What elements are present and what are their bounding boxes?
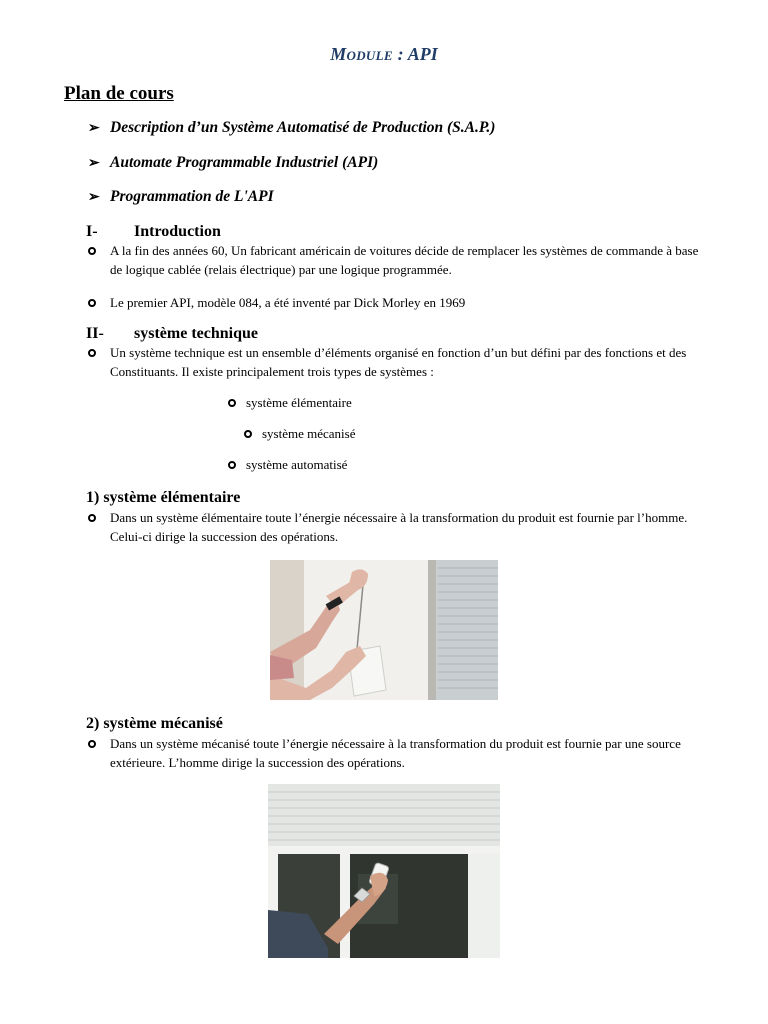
- intro-paragraph: [88, 293, 708, 312]
- motorized-shutter-photo: [268, 784, 500, 958]
- elementaire-paragraph: [88, 508, 708, 546]
- title-small-caps: Module :: [330, 44, 404, 64]
- system-type-item: [244, 426, 356, 442]
- mecanise-paragraph: [88, 734, 708, 772]
- circle-bullet-icon: [228, 461, 236, 469]
- system-type-label: système automatisé: [246, 457, 348, 472]
- outline-item-label: Automate Programmable Industriel (API): [110, 154, 379, 171]
- intro-paragraph: [88, 241, 708, 279]
- paragraph-text: A la fin des années 60, Un fabricant américain de voitures décide de remplacer les systèmes de commande à base de logique cablée (relais électrique) par une logique programmée.: [110, 243, 699, 277]
- paragraph-text: Le premier API, modèle 084, a été inventé par Dick Morley en 1969: [110, 295, 466, 310]
- outline-item: [88, 188, 274, 206]
- circle-bullet-icon: [88, 514, 96, 522]
- circle-bullet-icon: [88, 349, 96, 357]
- system-type-label: système mécanisé: [262, 426, 356, 441]
- subsection-heading-mecanise: 2) système mécanisé: [86, 715, 223, 732]
- circle-bullet-icon: [228, 399, 236, 407]
- subsection-heading-elementaire: 1) système élémentaire: [86, 489, 241, 506]
- section-heading-intro: [86, 223, 221, 241]
- outline-item-label: Programmation de L'API: [110, 188, 274, 205]
- system-type-item: [228, 457, 347, 473]
- paragraph-text: Dans un système mécanisé toute l’énergie nécessaire à la transformation du produit est fournie par une source extérieure. L’homme dirige la succession des opérations.: [110, 736, 681, 770]
- section-heading-technique: [86, 325, 258, 343]
- section-title: Introduction: [134, 223, 221, 240]
- arrow-bullet-icon: ➢: [88, 155, 100, 171]
- title-rest: API: [403, 44, 438, 64]
- circle-bullet-icon: [88, 299, 96, 307]
- arrow-bullet-icon: ➢: [88, 120, 100, 136]
- circle-bullet-icon: [88, 247, 96, 255]
- outline-item: [88, 154, 378, 172]
- system-type-label: système élémentaire: [246, 395, 352, 410]
- section-number: I-: [86, 223, 98, 240]
- section-number: II-: [86, 325, 104, 342]
- manual-shutter-photo: [270, 560, 498, 700]
- circle-bullet-icon: [88, 740, 96, 748]
- circle-bullet-icon: [244, 430, 252, 438]
- outline-item-label: Description d’un Système Automatisé de Production (S.A.P.): [110, 119, 496, 136]
- module-title: [0, 44, 768, 65]
- paragraph-text: Dans un système élémentaire toute l’énergie nécessaire à la transformation du produit est fournie par l’homme. Celui-ci dirige la succession des opérations.: [110, 510, 688, 544]
- technique-paragraph: [88, 343, 708, 381]
- plan-title: Plan de cours: [64, 83, 174, 104]
- outline-item: [88, 119, 495, 137]
- arrow-bullet-icon: ➢: [88, 189, 100, 205]
- system-type-item: [228, 395, 352, 411]
- section-title: système technique: [134, 325, 258, 342]
- paragraph-text: Un système technique est un ensemble d’éléments organisé en fonction d’un but défini par des fonctions et des Constituants. Il existe principalement trois types de systèmes :: [110, 345, 687, 379]
